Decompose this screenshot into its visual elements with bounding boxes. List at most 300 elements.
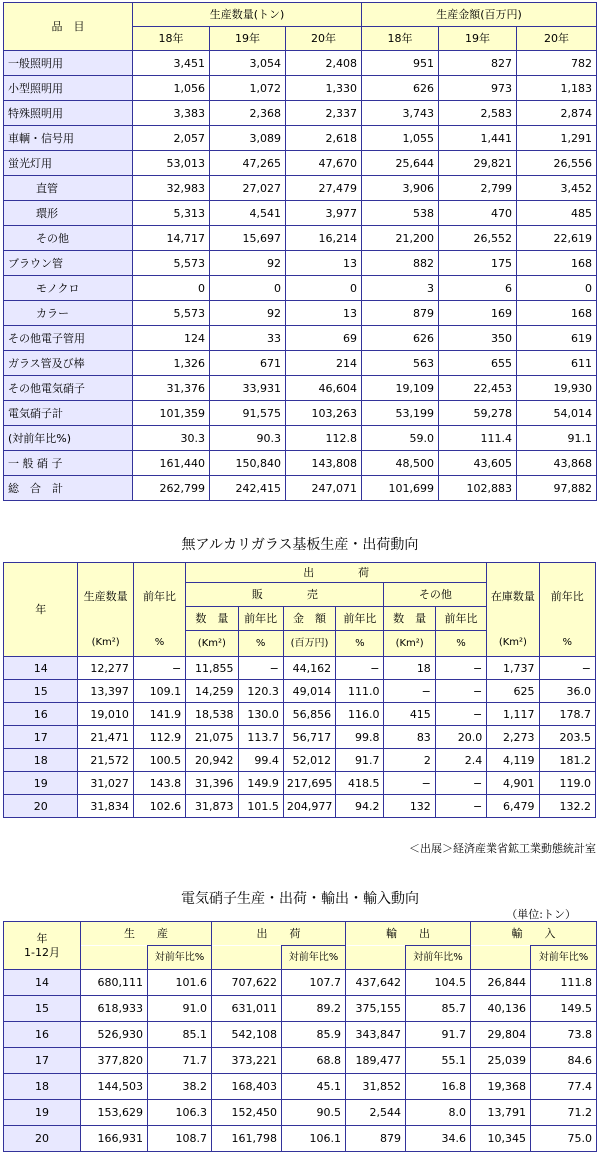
yoy-header: 前年比	[539, 563, 595, 631]
table-cell: 168	[517, 301, 597, 326]
row-year: 16	[4, 1022, 81, 1048]
table-cell: −	[133, 657, 185, 680]
table-cell: 161,798	[212, 1126, 282, 1152]
shipment-header: 出 荷	[186, 563, 487, 583]
table-cell: 48,500	[362, 451, 439, 476]
table-cell: 101,359	[133, 401, 210, 426]
table-cell: 75.0	[531, 1126, 597, 1152]
table-cell: 53,199	[362, 401, 439, 426]
year-header: 20年	[517, 27, 597, 51]
table-cell: 485	[517, 201, 597, 226]
table-row	[4, 76, 597, 101]
table-cell: 54,014	[517, 401, 597, 426]
table-cell: 827	[439, 51, 517, 76]
table-cell: 84.6	[531, 1048, 597, 1074]
amount-header: 金 額	[283, 607, 335, 631]
table-cell: 13	[286, 251, 362, 276]
table-cell: 1,056	[133, 76, 210, 101]
period-label: 1-12月	[24, 946, 60, 959]
table-cell: 27,027	[210, 176, 286, 201]
table-cell: 3,054	[210, 51, 286, 76]
unit-cell: (百万円)	[283, 631, 335, 657]
table-row	[4, 301, 597, 326]
table-cell: 375,155	[346, 996, 406, 1022]
row-year: 20	[4, 795, 78, 818]
row-year: 15	[4, 996, 81, 1022]
table-cell: 882	[362, 251, 439, 276]
item-header: 品 目	[4, 3, 133, 51]
table-cell: 1,055	[362, 126, 439, 151]
row-label: (対前年比%)	[4, 426, 133, 451]
row-year: 16	[4, 703, 78, 726]
table-cell: 92	[210, 301, 286, 326]
table-cell: 1,183	[517, 76, 597, 101]
table-cell: 85.1	[148, 1022, 212, 1048]
table-cell: 631,011	[212, 996, 282, 1022]
qty-header: 数 量	[186, 607, 238, 631]
table-cell: 611	[517, 351, 597, 376]
table-cell: 6,479	[487, 795, 539, 818]
row-year: 19	[4, 772, 78, 795]
table-cell: 262,799	[133, 476, 210, 501]
table-row	[4, 772, 596, 795]
table-cell: 91.7	[336, 749, 384, 772]
table-cell: 97,882	[517, 476, 597, 501]
table-cell: 33,931	[210, 376, 286, 401]
table-cell: 104.5	[406, 970, 471, 996]
table-cell: 671	[210, 351, 286, 376]
table-cell: 90.5	[282, 1100, 346, 1126]
yoy-header: 前年比	[238, 607, 283, 631]
table-cell: 152,450	[212, 1100, 282, 1126]
export-header: 輸 出	[346, 922, 471, 946]
table-cell: 19,109	[362, 376, 439, 401]
table-cell: 0	[210, 276, 286, 301]
table-cell: 2,544	[346, 1100, 406, 1126]
table-cell: 149.5	[531, 996, 597, 1022]
table-cell: 203.5	[539, 726, 595, 749]
year-header: 19年	[439, 27, 517, 51]
glass-substrate-table	[3, 562, 596, 818]
production-table	[3, 2, 597, 501]
electric-glass-title: 電気硝子生産・出荷・輸出・輸入動向	[181, 891, 419, 907]
table-cell: 2,057	[133, 126, 210, 151]
table-cell: 19,930	[517, 376, 597, 401]
row-year: 15	[4, 680, 78, 703]
table-cell: 680,111	[81, 970, 148, 996]
table-cell: 112.9	[133, 726, 185, 749]
table-cell: 10,345	[471, 1126, 531, 1152]
table-cell: 150,840	[210, 451, 286, 476]
table-cell: −	[384, 680, 435, 703]
unit-cell: (Km²)	[186, 631, 238, 657]
table-cell: 0	[286, 276, 362, 301]
table-cell: 204,977	[283, 795, 335, 818]
table-cell: 34.6	[406, 1126, 471, 1152]
table-cell: 90.3	[210, 426, 286, 451]
table-cell: 20,942	[186, 749, 238, 772]
production-qty-header: 生産数量	[78, 563, 133, 631]
table-cell: 40,136	[471, 996, 531, 1022]
table-cell: 109.1	[133, 680, 185, 703]
table-cell: 119.0	[539, 772, 595, 795]
table-cell: 169	[439, 301, 517, 326]
table-cell: 3,089	[210, 126, 286, 151]
table-cell: 1,441	[439, 126, 517, 151]
table-cell: 1,072	[210, 76, 286, 101]
table-cell: 619	[517, 326, 597, 351]
table-cell: 350	[439, 326, 517, 351]
unit-cell: (Km²)	[384, 631, 435, 657]
table-cell: 46,604	[286, 376, 362, 401]
table-row	[4, 749, 596, 772]
row-year: 20	[4, 1126, 81, 1152]
row-label: 蛍光灯用	[4, 151, 133, 176]
table-cell: 626	[362, 76, 439, 101]
table-cell: 21,471	[78, 726, 133, 749]
table-cell: 71.7	[148, 1048, 212, 1074]
year-header: 19年	[210, 27, 286, 51]
table-cell: 18	[384, 657, 435, 680]
table-cell: 437,642	[346, 970, 406, 996]
year-header: 18年	[362, 27, 439, 51]
table-cell: 111.8	[531, 970, 597, 996]
table-row	[4, 226, 597, 251]
table-cell: 108.7	[148, 1126, 212, 1152]
table-cell: 3	[362, 276, 439, 301]
table-row	[4, 251, 597, 276]
year-label: 年	[36, 932, 48, 945]
table-cell: 56,717	[283, 726, 335, 749]
table-cell: 707,622	[212, 970, 282, 996]
table-cell: 879	[346, 1126, 406, 1152]
table-cell: 99.8	[336, 726, 384, 749]
yoy-header: 対前年比%	[406, 946, 471, 970]
table-cell: 91.0	[148, 996, 212, 1022]
electric-glass-table	[3, 921, 597, 1152]
table-row	[4, 680, 596, 703]
table-cell: 149.9	[238, 772, 283, 795]
table-cell: 3,452	[517, 176, 597, 201]
table-cell: 3,906	[362, 176, 439, 201]
table-cell: 49,014	[283, 680, 335, 703]
table-row	[4, 1022, 597, 1048]
table-cell: 26,556	[517, 151, 597, 176]
table-cell: 2,583	[439, 101, 517, 126]
import-header: 輸 入	[471, 922, 597, 946]
table-cell: 27,479	[286, 176, 362, 201]
table-cell: 13,397	[78, 680, 133, 703]
table-cell: 102,883	[439, 476, 517, 501]
table-cell: 3,977	[286, 201, 362, 226]
unit-cell: %	[238, 631, 283, 657]
table-cell: 2,618	[286, 126, 362, 151]
table-cell: 111.4	[439, 426, 517, 451]
shipment-header: 出 荷	[212, 922, 346, 946]
table-cell: 71.2	[531, 1100, 597, 1126]
row-label: 車輌・信号用	[4, 126, 133, 151]
table-row	[4, 401, 597, 426]
unit-cell: %	[435, 631, 486, 657]
table-cell: 343,847	[346, 1022, 406, 1048]
table-cell: 377,820	[81, 1048, 148, 1074]
table-cell: 106.1	[282, 1126, 346, 1152]
table-cell: 59,278	[439, 401, 517, 426]
table-row	[4, 996, 597, 1022]
table-cell: −	[336, 657, 384, 680]
table-cell: 2,408	[286, 51, 362, 76]
table-row	[4, 451, 597, 476]
row-label: その他	[4, 226, 133, 251]
table-cell: 91,575	[210, 401, 286, 426]
table-cell: 103,263	[286, 401, 362, 426]
table-cell: 43,868	[517, 451, 597, 476]
table-cell: 83	[384, 726, 435, 749]
table-cell: 0	[517, 276, 597, 301]
row-year: 14	[4, 970, 81, 996]
table-cell: 141.9	[133, 703, 185, 726]
row-label: その他電気硝子	[4, 376, 133, 401]
table-cell: 111.0	[336, 680, 384, 703]
table-cell: 52,012	[283, 749, 335, 772]
table-cell: 415	[384, 703, 435, 726]
yoy-header: 前年比	[336, 607, 384, 631]
table-cell: −	[384, 772, 435, 795]
table-cell: 47,265	[210, 151, 286, 176]
table-row	[4, 376, 597, 401]
table-cell: 20.0	[435, 726, 486, 749]
year-header: 年	[4, 563, 78, 657]
table-cell: 13	[286, 301, 362, 326]
table-cell: 16,214	[286, 226, 362, 251]
table-cell: −	[435, 657, 486, 680]
table-cell: 542,108	[212, 1022, 282, 1048]
table-cell: 113.7	[238, 726, 283, 749]
table-cell: −	[435, 795, 486, 818]
table-cell: 143,808	[286, 451, 362, 476]
table-cell: 99.4	[238, 749, 283, 772]
table-cell: 153,629	[81, 1100, 148, 1126]
yoy-header: 前年比	[133, 563, 185, 631]
unit-cell: %	[539, 631, 595, 657]
production-header: 生 産	[81, 922, 212, 946]
table-cell: 3,383	[133, 101, 210, 126]
table-cell: 2	[384, 749, 435, 772]
table-cell: 214	[286, 351, 362, 376]
table-cell: 101.6	[148, 970, 212, 996]
table-cell: 166,931	[81, 1126, 148, 1152]
table-row	[4, 426, 597, 451]
table-cell: 89.2	[282, 996, 346, 1022]
table-cell: 5,573	[133, 251, 210, 276]
table-cell: 31,873	[186, 795, 238, 818]
table-cell: 178.7	[539, 703, 595, 726]
table-cell: −	[435, 772, 486, 795]
table-cell: 47,670	[286, 151, 362, 176]
table-cell: 242,415	[210, 476, 286, 501]
unit-cell: %	[133, 631, 185, 657]
row-label: モノクロ	[4, 276, 133, 301]
qty-header: 数 量	[384, 607, 435, 631]
table-row	[4, 1048, 597, 1074]
table-cell: 112.8	[286, 426, 362, 451]
table-cell: 538	[362, 201, 439, 226]
table-cell: 8.0	[406, 1100, 471, 1126]
table-row	[4, 703, 596, 726]
table-cell: 59.0	[362, 426, 439, 451]
table-cell: 30.3	[133, 426, 210, 451]
table-cell: 102.6	[133, 795, 185, 818]
table-cell: 15,697	[210, 226, 286, 251]
row-label: 一般照明用	[4, 51, 133, 76]
row-label: 環形	[4, 201, 133, 226]
year-header: 18年	[133, 27, 210, 51]
table-cell: 782	[517, 51, 597, 76]
table-row	[4, 126, 597, 151]
table-cell: 1,330	[286, 76, 362, 101]
table-cell: 85.9	[282, 1022, 346, 1048]
table-cell: 25,644	[362, 151, 439, 176]
table-cell: 29,804	[471, 1022, 531, 1048]
table-cell: 55.1	[406, 1048, 471, 1074]
table-cell: 101,699	[362, 476, 439, 501]
table-cell: 85.7	[406, 996, 471, 1022]
table-cell: 655	[439, 351, 517, 376]
table-cell: 26,844	[471, 970, 531, 996]
table-cell: 3,451	[133, 51, 210, 76]
table-cell: 31,376	[133, 376, 210, 401]
table-cell: 626	[362, 326, 439, 351]
table-cell: 973	[439, 76, 517, 101]
yoy-header: 対前年比%	[148, 946, 212, 970]
table-cell: 44,162	[283, 657, 335, 680]
qty-group-header: 生産数量(トン)	[133, 3, 362, 27]
table-cell: 33	[210, 326, 286, 351]
table-cell: 56,856	[283, 703, 335, 726]
unit-cell: %	[336, 631, 384, 657]
table-cell: 21,572	[78, 749, 133, 772]
row-year: 18	[4, 749, 78, 772]
table-cell: 5,573	[133, 301, 210, 326]
row-label: カラー	[4, 301, 133, 326]
table-cell: 1,326	[133, 351, 210, 376]
table-cell: 0	[133, 276, 210, 301]
source-note: ＜出展＞経済産業省鉱工業動態統計室	[409, 842, 596, 855]
table-cell: 1,117	[487, 703, 539, 726]
other-header: その他	[384, 583, 487, 607]
yoy-header: 対前年比%	[282, 946, 346, 970]
row-label: 直管	[4, 176, 133, 201]
unit-cell: (Km²)	[487, 631, 539, 657]
year-header	[4, 922, 81, 970]
table-cell: 31,834	[78, 795, 133, 818]
table-cell: 29,821	[439, 151, 517, 176]
table-cell: 19,010	[78, 703, 133, 726]
table-row	[4, 795, 596, 818]
row-label: 電気硝子計	[4, 401, 133, 426]
table-cell: 2,799	[439, 176, 517, 201]
table-cell: 13,791	[471, 1100, 531, 1126]
table-cell: −	[539, 657, 595, 680]
table-row	[4, 326, 597, 351]
year-header: 20年	[286, 27, 362, 51]
table-cell: 6	[439, 276, 517, 301]
table-cell: 101.5	[238, 795, 283, 818]
glass-substrate-title: 無アルカリガラス基板生産・出荷動向	[181, 537, 419, 553]
table-cell: 168,403	[212, 1074, 282, 1100]
table-cell: −	[238, 657, 283, 680]
table-cell: 116.0	[336, 703, 384, 726]
sales-header: 販 売	[186, 583, 384, 607]
table-cell: 31,396	[186, 772, 238, 795]
table-row	[4, 101, 597, 126]
table-cell: 144,503	[81, 1074, 148, 1100]
table-cell: 1,737	[487, 657, 539, 680]
table-row	[4, 476, 597, 501]
table-cell: 32,983	[133, 176, 210, 201]
table-cell: 418.5	[336, 772, 384, 795]
table-cell: 168	[517, 251, 597, 276]
table-cell: 16.8	[406, 1074, 471, 1100]
table-cell: 175	[439, 251, 517, 276]
table-row	[4, 657, 596, 680]
row-year: 17	[4, 726, 78, 749]
table-cell: 2,337	[286, 101, 362, 126]
row-year: 17	[4, 1048, 81, 1074]
table-row	[4, 276, 597, 301]
table-cell: 21,075	[186, 726, 238, 749]
unit-cell: (Km²)	[78, 631, 133, 657]
table-cell: 12,277	[78, 657, 133, 680]
table-cell: 22,453	[439, 376, 517, 401]
table-cell: 36.0	[539, 680, 595, 703]
table-cell: 4,901	[487, 772, 539, 795]
row-label: 総 合 計	[4, 476, 133, 501]
table-cell: 14,717	[133, 226, 210, 251]
table-cell: 373,221	[212, 1048, 282, 1074]
table-cell: 106.3	[148, 1100, 212, 1126]
table-cell: 53,013	[133, 151, 210, 176]
table-cell: 618,933	[81, 996, 148, 1022]
table-cell: 2.4	[435, 749, 486, 772]
table-cell: 77.4	[531, 1074, 597, 1100]
row-year: 14	[4, 657, 78, 680]
table-cell: −	[435, 703, 486, 726]
table-row	[4, 51, 597, 76]
table-cell: 130.0	[238, 703, 283, 726]
table-cell: 217,695	[283, 772, 335, 795]
row-label: その他電子管用	[4, 326, 133, 351]
table-row	[4, 1074, 597, 1100]
table-cell: 3,743	[362, 101, 439, 126]
table-cell: 45.1	[282, 1074, 346, 1100]
table-cell: 470	[439, 201, 517, 226]
table-cell: 31,027	[78, 772, 133, 795]
yoy-header: 前年比	[435, 607, 486, 631]
row-label: 一 般 硝 子	[4, 451, 133, 476]
table-cell: 68.8	[282, 1048, 346, 1074]
row-label: 小型照明用	[4, 76, 133, 101]
table-cell: 247,071	[286, 476, 362, 501]
table-row	[4, 151, 597, 176]
table-row	[4, 1100, 597, 1126]
table-cell: 189,477	[346, 1048, 406, 1074]
table-cell: 563	[362, 351, 439, 376]
table-cell: 181.2	[539, 749, 595, 772]
table-cell: 124	[133, 326, 210, 351]
table-cell: 94.2	[336, 795, 384, 818]
table-cell: 879	[362, 301, 439, 326]
